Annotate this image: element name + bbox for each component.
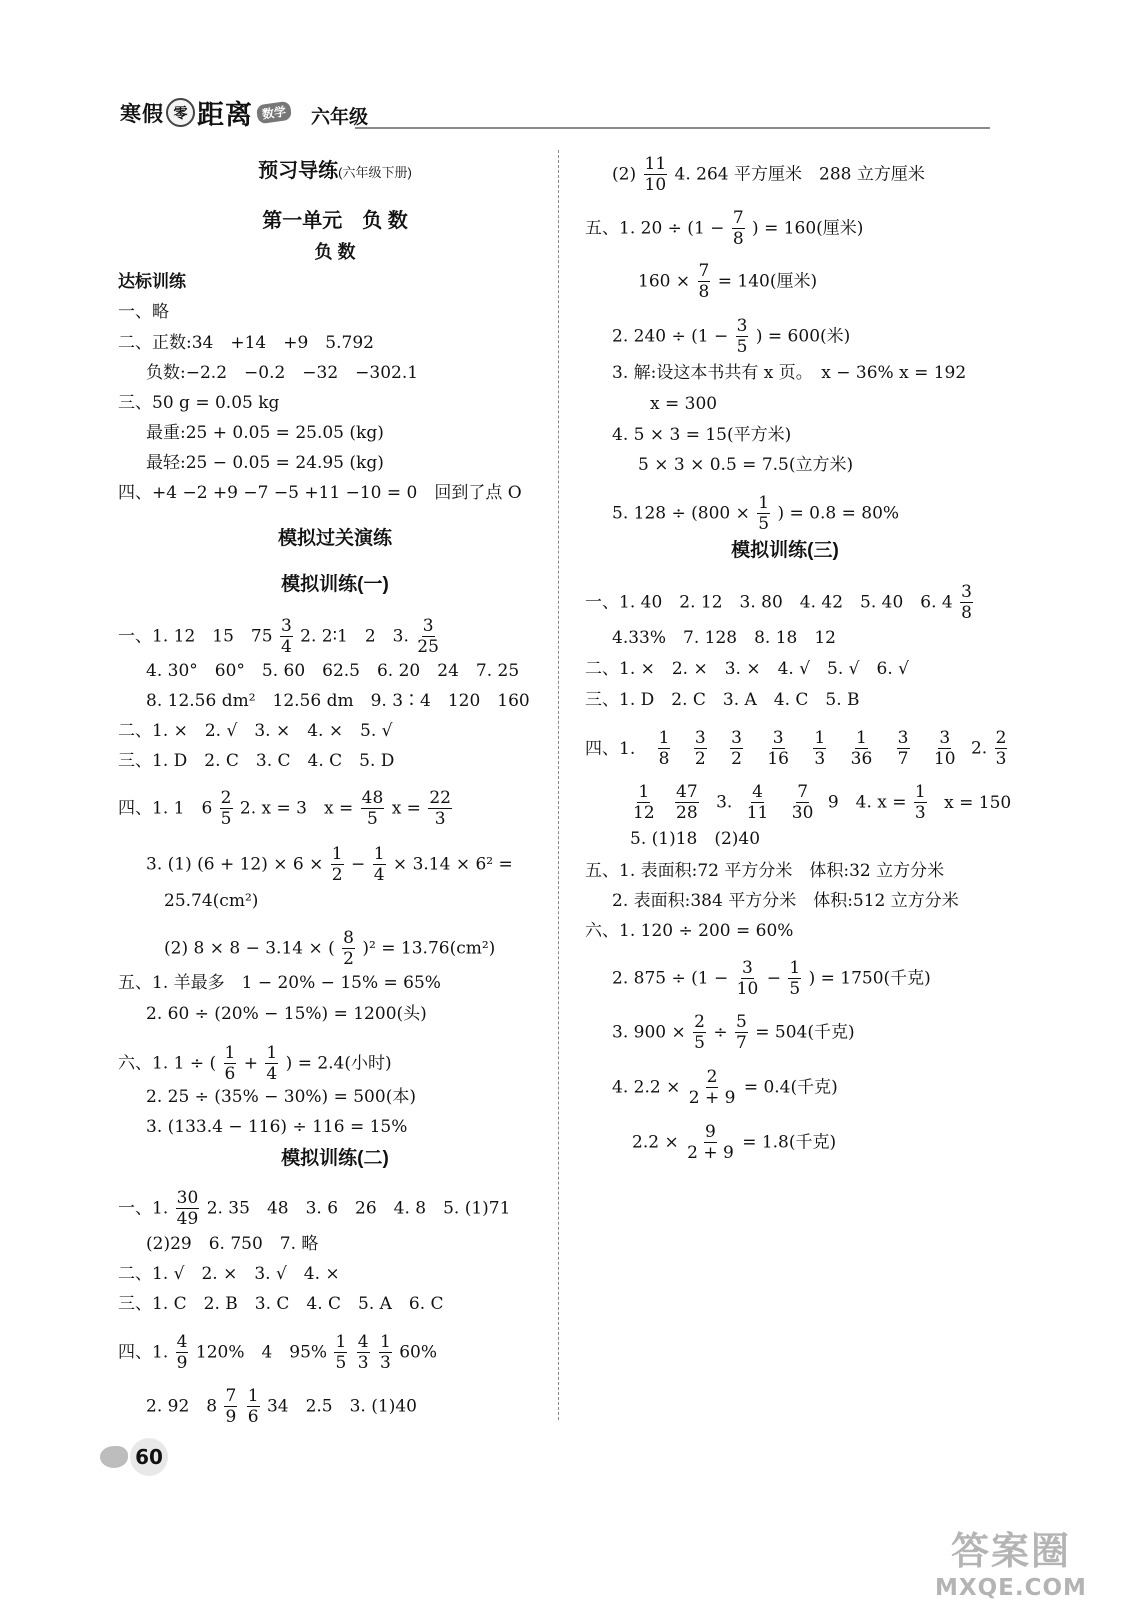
answer-line: 三、1. C 2. B 3. C 4. C 5. A 6. C xyxy=(118,1294,444,1314)
answer-text: ) = 1750(千克) xyxy=(808,968,931,989)
answer-line xyxy=(638,263,817,301)
numerator: 7 xyxy=(732,208,744,228)
answer-text: 4. 264 平方厘米 288 立方厘米 xyxy=(674,164,925,185)
denominator: 2 + 9 xyxy=(688,1088,736,1108)
numerator: 1 xyxy=(658,728,670,748)
numerator: 3 xyxy=(731,728,742,748)
numerator: 1 xyxy=(224,1043,236,1063)
numerator: 48 xyxy=(361,788,384,808)
fraction xyxy=(688,1069,737,1107)
fraction xyxy=(933,730,957,768)
numerator: 3 xyxy=(422,616,434,636)
answer-text: 一、1. 40 2. 12 3. 80 4. 42 5. 40 6. 4 xyxy=(585,592,953,613)
answer-text: 5. 128 ÷ (800 × xyxy=(612,503,750,524)
answer-line xyxy=(585,730,1009,768)
answer-line xyxy=(630,784,1011,822)
numerator: 4 xyxy=(357,1332,369,1352)
numerator: 3 xyxy=(772,728,784,748)
answer-text: (2) xyxy=(612,164,637,185)
fraction xyxy=(914,784,927,822)
unit-subtitle: 负 数 xyxy=(314,242,356,262)
denominator: 28 xyxy=(676,803,698,823)
answer-text: x = 150 xyxy=(944,792,1012,813)
exercise-heading: 模拟训练(一) xyxy=(281,574,389,595)
answer-line: 2. 表面积:384 平方分米 体积:512 立方分米 xyxy=(612,891,959,911)
denominator: 5 xyxy=(694,1033,705,1053)
fraction xyxy=(813,730,826,768)
denominator: 6 xyxy=(224,1064,236,1084)
denominator: 10 xyxy=(644,175,667,195)
numerator: 30 xyxy=(176,1188,199,1208)
answer-line: 三、1. D 2. C 3. C 4. C 5. D xyxy=(118,751,395,771)
answer-line: 五、1. 表面积:72 平方分米 体积:32 立方分米 xyxy=(585,861,945,881)
answer-line xyxy=(632,1124,836,1162)
watermark-line2: MXQE.COM xyxy=(935,1575,1087,1601)
fraction xyxy=(334,1334,347,1372)
numerator: 3 xyxy=(280,616,292,636)
answer-text: 2. 92 8 xyxy=(146,1396,218,1417)
answer-text: 3. 900 × xyxy=(612,1022,686,1043)
numerator: 1 xyxy=(266,1043,278,1063)
answer-line: 3. (133.4 − 116) ÷ 116 = 15% xyxy=(146,1117,408,1137)
answer-line xyxy=(118,618,442,656)
fraction xyxy=(357,1334,370,1372)
answer-line: 三、1. D 2. C 3. A 4. C 5. B xyxy=(585,690,860,710)
denominator: 7 xyxy=(897,749,909,769)
denominator: 11 xyxy=(746,803,769,823)
fraction xyxy=(694,730,707,768)
answer-line: 二、正数:34 +14 +9 5.792 xyxy=(118,333,374,353)
answer-text: × 3.14 × 6² = xyxy=(392,854,513,875)
section-title xyxy=(120,160,550,184)
denominator: 8 xyxy=(658,749,670,769)
answer-text: ) = 0.8 = 80% xyxy=(777,503,900,524)
denominator: 5 xyxy=(789,979,801,999)
numerator: 1 xyxy=(247,1386,259,1406)
fraction xyxy=(247,1388,260,1426)
denominator: 2 + 9 xyxy=(687,1143,734,1163)
answer-text: 34 2.5 3. (1)40 xyxy=(266,1396,417,1417)
denominator: 4 xyxy=(373,865,385,885)
fraction xyxy=(686,1124,735,1162)
logo-circle: 零 xyxy=(166,98,195,127)
numerator: 1 xyxy=(914,782,926,802)
answer-text: 五、1. 20 ÷ (1 − xyxy=(585,218,725,239)
numerator: 8 xyxy=(343,928,354,948)
fraction xyxy=(730,730,743,768)
exercise-heading: 模拟训练(二) xyxy=(281,1148,389,1169)
numerator: 1 xyxy=(331,844,343,864)
title-main: 预习导练 xyxy=(258,160,339,182)
answer-line xyxy=(612,1014,855,1052)
answer-text: ) = 2.4(小时) xyxy=(285,1053,392,1074)
fraction xyxy=(746,784,770,822)
answer-text: 2. 35 48 3. 6 26 4. 8 5. (1)71 xyxy=(206,1198,511,1219)
answer-text: − xyxy=(351,854,366,875)
fraction xyxy=(788,960,801,998)
answer-line xyxy=(118,1334,437,1372)
fraction xyxy=(416,618,440,656)
numerator: 7 xyxy=(225,1386,237,1406)
fraction xyxy=(995,730,1008,768)
denominator: 3 xyxy=(434,809,446,829)
answer-line xyxy=(585,584,975,622)
answer-text: = 0.4(千克) xyxy=(743,1077,838,1098)
fraction xyxy=(791,784,815,822)
numerator: 3 xyxy=(694,728,706,748)
denominator: 5 xyxy=(367,809,378,829)
denominator: 12 xyxy=(633,803,655,823)
numerator: 47 xyxy=(676,782,698,802)
answer-line: 4.33% 7. 128 8. 18 12 xyxy=(612,628,836,648)
answer-text: 160 × xyxy=(638,271,691,292)
answer-text: 3. (1) (6 + 12) × 6 × xyxy=(146,854,324,875)
logo-subject-tag: 数学 xyxy=(256,101,292,125)
fraction xyxy=(658,730,671,768)
denominator: 7 xyxy=(736,1033,747,1053)
numerator: 4 xyxy=(752,782,763,802)
numerator: 11 xyxy=(644,154,667,174)
numerator: 5 xyxy=(736,1012,747,1032)
denominator: 5 xyxy=(736,337,748,357)
column-divider xyxy=(558,150,559,1420)
answer-text: 4. 2.2 × xyxy=(612,1077,681,1098)
grade-label: 六年级 xyxy=(311,106,369,128)
page-header xyxy=(120,98,368,132)
numerator: 22 xyxy=(429,788,451,808)
logo-text-b: 距离 xyxy=(197,100,253,131)
numerator: 2 xyxy=(995,728,1007,748)
answer-line xyxy=(585,210,863,248)
fraction xyxy=(698,263,711,301)
page-number-badge xyxy=(100,1436,180,1480)
header-divider xyxy=(355,127,990,129)
answer-text: 六、1. 1 ÷ ( xyxy=(118,1053,217,1074)
answer-line: 5. (1)18 (2)40 xyxy=(630,829,761,849)
fraction xyxy=(960,584,973,622)
fraction xyxy=(675,784,699,822)
fraction xyxy=(428,790,452,828)
fraction xyxy=(757,495,770,533)
denominator: 6 xyxy=(247,1407,259,1427)
answer-line: 2. 25 ÷ (35% − 30%) = 500(本) xyxy=(146,1087,416,1107)
answer-text: 四、1. xyxy=(118,1342,169,1363)
fraction xyxy=(361,790,385,828)
answer-line: 最重:25 + 0.05 = 25.05 (kg) xyxy=(146,423,384,443)
watermark xyxy=(935,1520,1087,1601)
denominator: 25 xyxy=(417,637,439,657)
denominator: 49 xyxy=(176,1209,199,1229)
answer-text: + xyxy=(243,1053,259,1074)
answer-line: 二、1. × 2. × 3. × 4. √ 5. √ 6. √ xyxy=(585,659,909,679)
answer-line xyxy=(146,846,513,884)
denominator: 3 xyxy=(379,1353,391,1373)
fraction xyxy=(342,930,355,968)
brand-logo xyxy=(120,93,291,132)
answer-text: 2. x = 3 x = xyxy=(239,798,354,819)
denominator: 5 xyxy=(758,514,770,534)
denominator: 30 xyxy=(791,803,814,823)
answer-text: 四、1. xyxy=(585,738,636,759)
answer-text: 一、1. xyxy=(118,1198,169,1219)
answer-text: = 504(千克) xyxy=(755,1022,855,1043)
answer-line: 四、+4 −2 +9 −7 −5 +11 −10 = 0 回到了点 O xyxy=(118,483,522,503)
answer-text: 2.2 × xyxy=(632,1132,679,1153)
numerator: 2 xyxy=(706,1067,718,1087)
numerator: 7 xyxy=(797,782,809,802)
answer-line: x = 300 xyxy=(650,394,718,414)
fraction xyxy=(736,960,760,998)
answer-line: 最轻:25 − 0.05 = 24.95 (kg) xyxy=(146,453,384,473)
fraction xyxy=(224,1388,237,1426)
answer-text: ) = 160(厘米) xyxy=(752,218,864,239)
numerator: 3 xyxy=(736,316,748,336)
fraction xyxy=(766,730,790,768)
title-sub: (六年级下册) xyxy=(338,165,412,180)
answer-line: 五、1. 羊最多 1 − 20% − 15% = 65% xyxy=(118,973,441,993)
answer-text: 四、1. 1 6 xyxy=(118,798,213,819)
answer-line xyxy=(612,960,931,998)
numerator: 1 xyxy=(814,728,826,748)
answer-text: ÷ xyxy=(713,1022,728,1043)
fraction xyxy=(176,1334,189,1372)
answer-line: 一、略 xyxy=(118,302,169,322)
fraction xyxy=(224,1045,237,1083)
unit-title: 第一单元 负 数 xyxy=(262,210,408,232)
answer-text: )² = 13.76(cm²) xyxy=(362,938,496,959)
answer-text: = 1.8(千克) xyxy=(742,1132,837,1153)
exercise-heading: 模拟训练(三) xyxy=(731,540,839,561)
fraction xyxy=(265,1045,278,1083)
denominator: 8 xyxy=(698,282,710,302)
answer-text: − xyxy=(766,968,781,989)
fraction xyxy=(176,1190,200,1228)
answer-text: 2. 240 ÷ (1 − xyxy=(612,326,729,347)
denominator: 3 xyxy=(995,749,1007,769)
fraction xyxy=(632,784,656,822)
answer-line xyxy=(118,1190,510,1228)
denominator: 5 xyxy=(220,809,232,829)
denominator: 2 xyxy=(331,865,343,885)
denominator: 10 xyxy=(933,749,956,769)
answer-text: = 140(厘米) xyxy=(717,271,818,292)
answer-text: 一、1. 12 15 75 xyxy=(118,626,273,647)
answer-line: 4. 5 × 3 = 15(平方米) xyxy=(612,425,792,445)
answer-line: 25.74(cm²) xyxy=(164,891,259,911)
denominator: 3 xyxy=(814,749,826,769)
numerator: 3 xyxy=(939,728,951,748)
answer-line: 8. 12.56 dm² 12.56 dm 9. 3∶4 120 160 xyxy=(146,691,530,711)
fraction xyxy=(644,156,668,194)
answer-text: 3. xyxy=(716,792,733,813)
numerator: 3 xyxy=(961,582,972,602)
numerator: 1 xyxy=(335,1332,347,1352)
numerator: 7 xyxy=(698,261,710,281)
section-heading: 模拟过关演练 xyxy=(277,528,392,549)
numerator: 2 xyxy=(220,788,232,808)
fraction xyxy=(373,846,386,884)
numerator: 1 xyxy=(758,493,770,513)
denominator: 9 xyxy=(225,1407,237,1427)
denominator: 3 xyxy=(914,803,926,823)
numerator: 9 xyxy=(705,1122,716,1142)
answer-line xyxy=(118,1045,392,1083)
watermark-line1: 答案圈 xyxy=(950,1529,1071,1573)
fraction xyxy=(379,1334,392,1372)
fraction xyxy=(897,730,910,768)
denominator: 8 xyxy=(732,229,744,249)
answer-text: 2. xyxy=(970,738,988,759)
numerator: 4 xyxy=(176,1332,188,1352)
fraction xyxy=(850,730,874,768)
answer-line: 六、1. 120 ÷ 200 = 60% xyxy=(585,921,794,941)
answer-text: (2) 8 × 8 − 3.14 × ( xyxy=(164,938,335,959)
answer-line xyxy=(612,1069,838,1107)
denominator: 9 xyxy=(176,1353,188,1373)
answer-line: 4. 30° 60° 5. 60 62.5 6. 20 24 7. 25 xyxy=(146,661,520,681)
answer-line xyxy=(612,495,899,533)
answer-text: 2. 875 ÷ (1 − xyxy=(612,968,729,989)
answer-line: 二、1. × 2. √ 3. × 4. × 5. √ xyxy=(118,721,393,741)
answer-line xyxy=(146,1388,417,1426)
answer-line xyxy=(612,318,850,356)
answer-text: 120% 4 95% xyxy=(195,1342,328,1363)
numerator: 1 xyxy=(638,782,650,802)
numerator: 2 xyxy=(694,1012,705,1032)
answer-text: x = xyxy=(391,798,421,819)
fraction xyxy=(736,318,749,356)
fraction xyxy=(732,210,745,248)
fraction xyxy=(331,846,344,884)
fraction xyxy=(220,790,233,828)
numerator: 1 xyxy=(373,844,385,864)
answer-line: 2. 60 ÷ (20% − 15%) = 1200(头) xyxy=(146,1004,427,1024)
fraction xyxy=(693,1014,706,1052)
answer-line: 负数:−2.2 −0.2 −32 −302.1 xyxy=(146,363,419,383)
numerator: 3 xyxy=(897,728,909,748)
answer-line: 三、50 g = 0.05 kg xyxy=(118,393,280,413)
answer-line: 二、1. √ 2. × 3. √ 4. × xyxy=(118,1264,340,1284)
fraction xyxy=(735,1014,748,1052)
answer-line: 3. 解:设这本书共有 x 页。 x − 36% x = 192 xyxy=(612,363,967,383)
denominator: 16 xyxy=(767,749,789,769)
logo-text-a: 寒假 xyxy=(120,100,164,126)
denominator: 3 xyxy=(357,1353,369,1373)
numerator: 1 xyxy=(856,728,867,748)
page-number: 60 xyxy=(130,1438,168,1476)
answer-text: 2. 2∶1 2 3. xyxy=(300,626,409,647)
denominator: 36 xyxy=(850,749,873,769)
denominator: 2 xyxy=(694,749,706,769)
subsection-label: 达标训练 xyxy=(118,272,186,291)
answer-line xyxy=(118,790,454,828)
denominator: 8 xyxy=(961,603,972,623)
denominator: 10 xyxy=(736,979,759,999)
numerator: 1 xyxy=(379,1332,391,1352)
fraction xyxy=(280,618,293,656)
denominator: 4 xyxy=(280,637,292,657)
answer-text: 60% xyxy=(399,1342,437,1363)
bird-icon xyxy=(100,1446,128,1468)
denominator: 5 xyxy=(335,1353,347,1373)
denominator: 4 xyxy=(266,1064,278,1084)
answer-line: 5 × 3 × 0.5 = 7.5(立方米) xyxy=(638,455,854,475)
answer-line: (2)29 6. 750 7. 略 xyxy=(146,1234,319,1254)
denominator: 2 xyxy=(343,949,354,969)
answer-text: ) = 600(米) xyxy=(755,326,851,347)
answer-line xyxy=(164,930,495,968)
answer-line xyxy=(612,156,925,194)
answer-text: 9 4. x = xyxy=(827,792,907,813)
numerator: 3 xyxy=(742,958,753,978)
numerator: 1 xyxy=(789,958,801,978)
denominator: 2 xyxy=(731,749,742,769)
